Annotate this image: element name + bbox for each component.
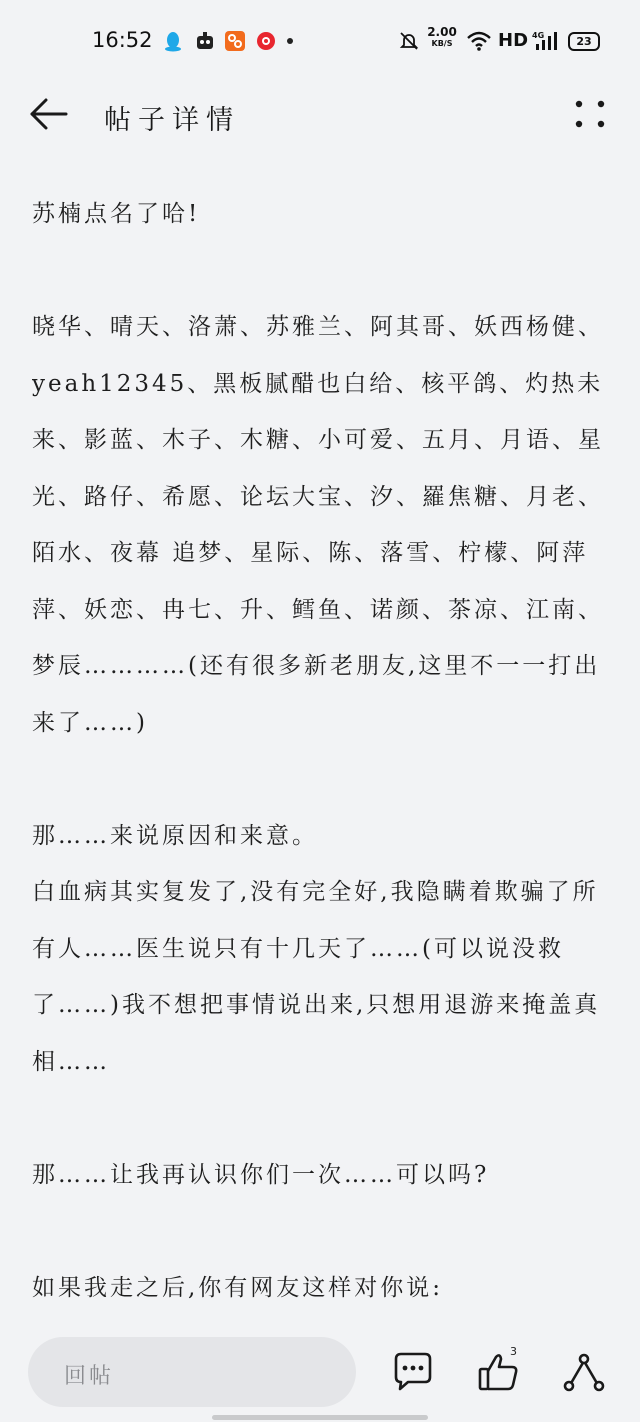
post-paragraph: 那……来说原因和来意。: [32, 822, 318, 849]
net-speed: [426, 27, 458, 49]
share-icon: [560, 1349, 606, 1395]
post-paragraph: [32, 243, 610, 300]
app-icon: [224, 30, 246, 52]
more-dots-icon: [570, 96, 610, 132]
reply-placeholder: 回帖: [64, 1364, 115, 1389]
post-paragraph: 那……让我再认识你们一次……可以吗?: [32, 1161, 490, 1188]
video-icon: [255, 30, 277, 52]
post-paragraph: [32, 1203, 610, 1260]
svg-text:4G: 4G: [532, 31, 545, 40]
net-speed-value: 2.00: [427, 25, 457, 39]
hd-label: HD: [498, 30, 529, 51]
arrow-left-icon: [28, 96, 70, 132]
dot-icon: [282, 30, 304, 52]
signal-4g-icon: [532, 30, 560, 52]
post-content: [32, 186, 610, 1316]
like-button[interactable]: [476, 1345, 522, 1395]
bottom-bar: [0, 1325, 640, 1422]
post-paragraph: [32, 1090, 610, 1147]
qq-icon: [162, 30, 184, 52]
battery-indicator: 23: [568, 32, 600, 51]
comment-button[interactable]: [390, 1349, 436, 1395]
post-paragraph: 晓华、晴天、洛萧、苏雅兰、阿其哥、妖西杨健、yeah12345、黑板腻醋也白给、核平鸽、灼热未来、影蓝、木子、木糖、小可爱、五月、月语、星光、路仔、希愿、论坛大宝、汐、羅焦糖、月老、陌水、夜幕 追梦、星际、陈、落雪、柠檬、阿萍萍、妖恋、冉七、升、鳕鱼、诺颜、茶凉、江南、梦辰…………(还有很多新老朋友,这里不一一打出来了……): [32, 314, 604, 736]
status-time: 16:52: [92, 28, 153, 52]
like-count: 3: [510, 1345, 517, 1358]
post-paragraph: [32, 751, 610, 808]
wifi-icon: [466, 30, 492, 52]
comment-icon: [390, 1349, 436, 1395]
home-indicator[interactable]: [212, 1415, 428, 1420]
share-button[interactable]: [560, 1349, 606, 1395]
post-paragraph: 如果我走之后,你有网友这样对你说:: [32, 1274, 444, 1301]
page-title: 帖子详情: [104, 105, 240, 136]
reply-input[interactable]: [28, 1337, 356, 1407]
game-icon: [194, 30, 216, 52]
post-paragraph: 白血病其实复发了,没有完全好,我隐瞒着欺骗了所有人……医生说只有十几天了……(可以说没救了……)我不想把事情说出来,只想用退游来掩盖真相……: [32, 879, 601, 1075]
post-paragraph: 苏楠点名了哈!: [32, 201, 201, 227]
more-button[interactable]: [570, 96, 610, 132]
back-button[interactable]: [28, 96, 70, 132]
status-bar: [0, 0, 640, 82]
header: [0, 82, 640, 148]
mute-icon: [398, 30, 420, 52]
net-speed-unit: KB/S: [431, 39, 453, 48]
